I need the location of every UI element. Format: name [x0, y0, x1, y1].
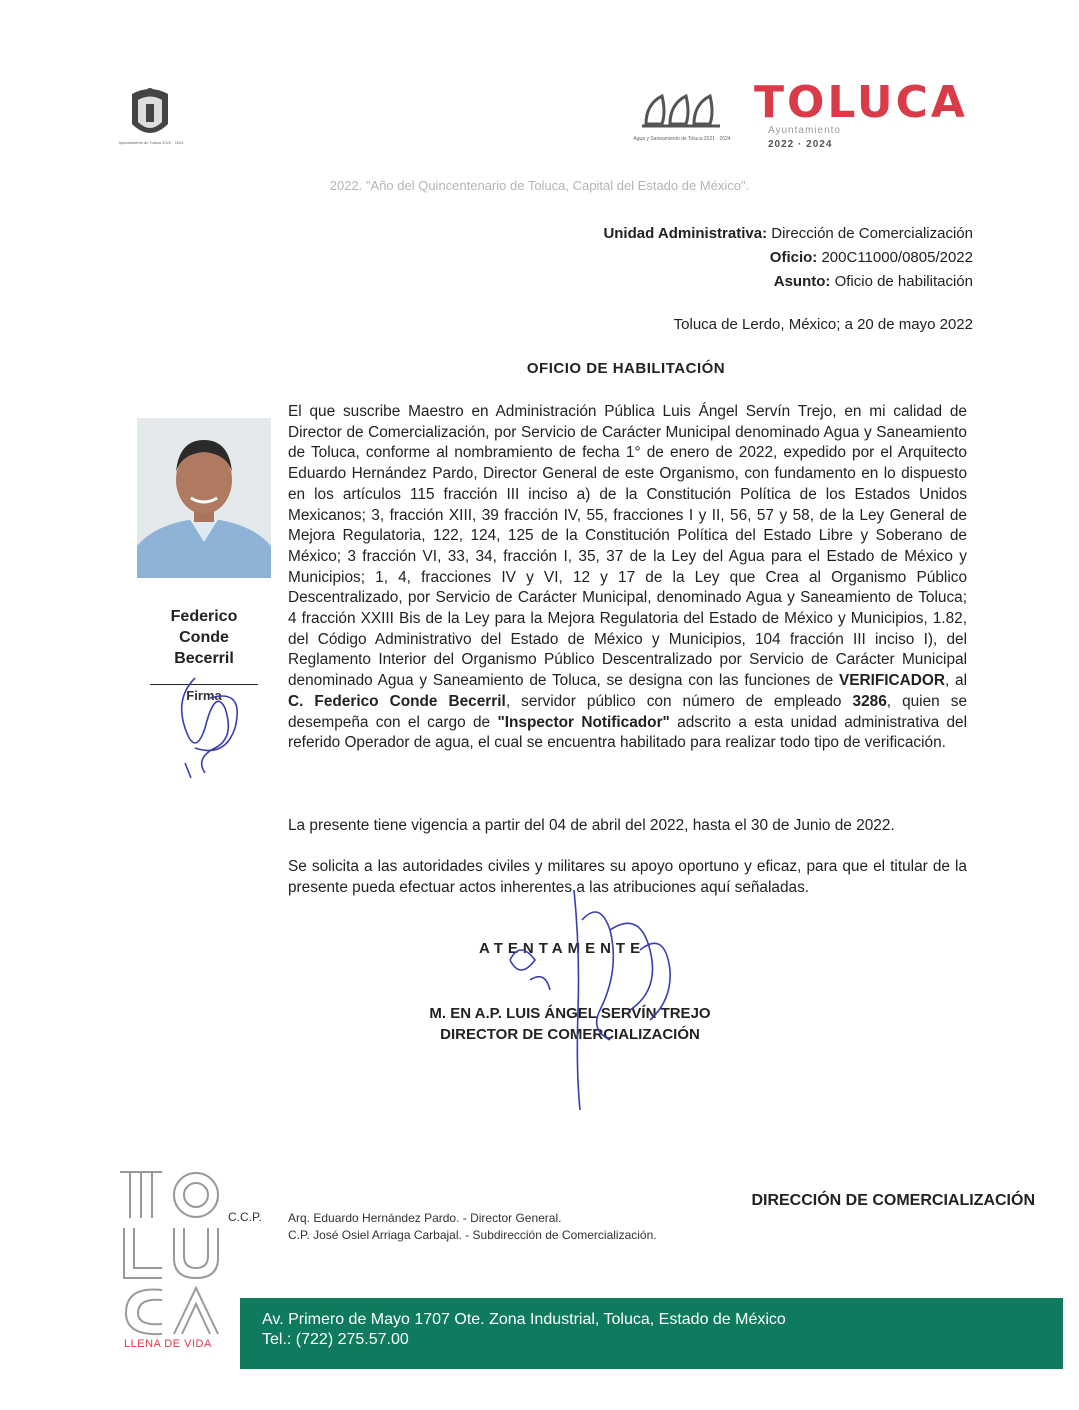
position-title: "Inspector Notificador" [497, 713, 670, 731]
asunto-value: Oficio de habilitación [830, 273, 973, 290]
signer-title: DIRECTOR DE COMERCIALIZACIÓN [440, 1026, 700, 1043]
paragraph-text: , al [944, 672, 968, 690]
paragraph-text: , quien se desempeña con el cargo de [288, 692, 968, 731]
ccp-item: C.P. José Osiel Arriaga Carbajal. - Subdirección de Comercialización. [288, 1228, 657, 1242]
ayuntamiento-years: 2022 · 2024 [768, 139, 833, 150]
year-motto: 2022. "Año del Quincentenario de Toluca, Capital del Estado de México". [329, 178, 750, 193]
municipal-seal-logo [126, 84, 174, 142]
validity-paragraph: La presente tiene vigencia a partir del 04 de abril del 2022, hasta el 30 de Junio de 2022. [288, 817, 895, 834]
water-agency-caption: Agua y Saneamiento de Toluca 2021 · 2024 [633, 136, 731, 142]
toluca-brand-logo: TOLUCA [754, 77, 968, 128]
role-text: VERIFICADOR [838, 672, 945, 690]
oficio-row [603, 246, 973, 270]
ccp-list [288, 1210, 657, 1244]
firma-label: Firma [186, 688, 222, 703]
paragraph-text: El que suscribe Maestro en Administración Pública Luis Ángel Servín Trejo, en mi calidad de Director de Comercialización, por Servicio de Carácter Municipal denominado Agua y Saneamiento de Toluca, conforme al nombramiento de fecha 1° de enero de 2022, expedido por el Arquitecto Eduardo Hernández Pardo, Director General de este Organismo, con fundamento en lo dispuesto en los artículos 115 fracción III inciso a) de la Constitución Política de los Estados Unidos Mexicanos; 3, fracción XIII, 39 fracción IV, 55, fracciones I y II, 56, 57 y 58, de la Ley General de Mejora Regulatoria, 122, 124, 125 de la Constitución Política del Estado Libre y Soberano de México; 3 fracción VI, 33, 34, fracción I, 35, 37 de la Ley del Agua para el Estado de México y Municipios; 1, 4, fracciones IV y VI, 12 y 17 de la Ley que Crea al Organismo Público Descentralizado, por Servicio de Carácter Municipal, denominado Agua y Saneamiento de Toluca; 4 fracción XXIII Bis de la Ley para la Mejora Regulatoria del Estado de México y Municipios, 1.82, del Código Administrativo del Estado de México y Municipios, 104 fracción III inciso I), del Reglamento Interior del Organismo Público Descentralizado por Servicio de Carácter Municipal denominado Agua y Saneamiento de Toluca, se designa con las funciones de [288, 403, 967, 690]
water-agency-logo [640, 84, 722, 132]
director-signature [490, 890, 710, 1110]
paragraph-text: adscrito a esta unidad administrativa del referido Operador de agua, el cual se encuentra habilitado para realizar todo tipo de verificación. [288, 713, 967, 752]
ccp-item: Arq. Eduardo Hernández Pardo. - Director General. [288, 1211, 562, 1225]
toluca-stacked-logo [116, 1168, 226, 1338]
employee-signature [165, 668, 265, 780]
ccp-label: C.C.P. [228, 1210, 262, 1224]
dateline: Toluca de Lerdo, México; a 20 de mayo 2022 [673, 316, 973, 333]
unidad-row [603, 222, 973, 246]
document-metadata [603, 222, 973, 294]
paragraph-text: , servidor público con número de empleado [505, 692, 853, 710]
asunto-label: Asunto: [773, 273, 831, 290]
ayuntamiento-label: Ayuntamiento [768, 125, 841, 136]
name-line-3: Becerril [174, 650, 234, 667]
seal-caption: Ayuntamiento de Toluca 2022 · 2024 [118, 140, 184, 145]
unidad-label: Unidad Administrativa: [603, 225, 768, 242]
name-line-2: Conde [179, 629, 229, 646]
employee-photo [137, 418, 271, 578]
employee-name [150, 606, 258, 669]
atentamente: ATENTAMENTE [479, 940, 646, 957]
signer-name: M. EN A.P. LUIS ÁNGEL SERVÍN TREJO [429, 1005, 711, 1022]
address-text [262, 1310, 786, 1350]
unidad-value: Dirección de Comercialización [767, 225, 973, 242]
main-paragraph [288, 402, 967, 754]
name-line-1: Federico [170, 608, 238, 625]
address-line: Av. Primero de Mayo 1707 Ote. Zona Industrial, Toluca, Estado de México [262, 1311, 786, 1328]
phone-line: Tel.: (722) 275.57.00 [262, 1331, 409, 1348]
employee-number: 3286 [852, 692, 887, 710]
employee-name-inline: C. Federico Conde Becerril [288, 692, 506, 710]
request-paragraph: Se solicita a las autoridades civiles y militares su apoyo oportuno y eficaz, para que el titular de la presente pueda efectuar actos inherentes a las atribuciones aquí señaladas. [288, 858, 967, 896]
asunto-row [603, 270, 973, 294]
document-title: OFICIO DE HABILITACIÓN [526, 360, 726, 377]
department-footer: DIRECCIÓN DE COMERCIALIZACIÓN [751, 1192, 1035, 1209]
slogan: LLENA DE VIDA [124, 1338, 212, 1350]
oficio-label: Oficio: [769, 249, 818, 266]
oficio-value: 200C11000/0805/2022 [817, 249, 973, 266]
